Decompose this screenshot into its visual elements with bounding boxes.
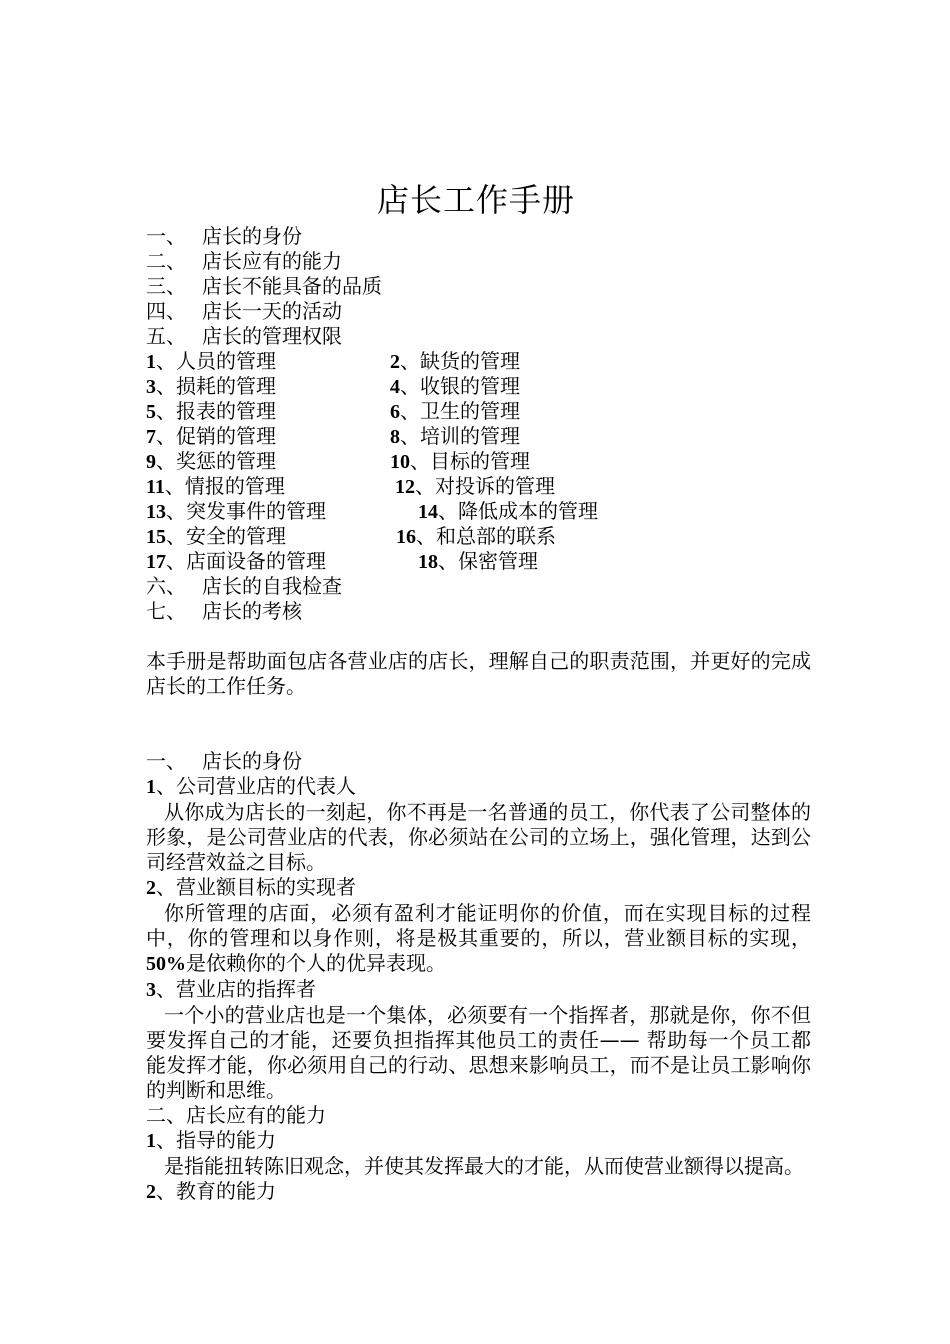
toc-subsection-row xyxy=(146,424,826,449)
toc-subsection-item xyxy=(390,349,520,375)
toc-section-line xyxy=(146,324,826,349)
toc-subsection-item xyxy=(390,374,520,400)
item-number: 1 xyxy=(146,776,156,798)
body-text: 你所管理的店面，必须有盈利才能证明你的价值，而在实现目标的过程中，你的管理和以身作则，将是极其重要的，所以，营业额目标的实现， xyxy=(146,901,811,950)
toc-subsection-label: 、促销的管理 xyxy=(156,424,276,448)
toc-section-label: 店长的自我检查 xyxy=(202,574,342,598)
toc-sections-top xyxy=(146,224,826,349)
toc-subsection-number: 10 xyxy=(390,451,410,473)
item-title: 、指导的能力 xyxy=(156,1128,276,1152)
toc-subsection-label: 、和总部的联系 xyxy=(416,524,556,548)
section2-item2-heading xyxy=(146,1179,826,1205)
toc-subsection-item xyxy=(146,374,276,400)
toc-section-label: 店长的管理权限 xyxy=(202,324,342,348)
toc-subsection-label: 、对投诉的管理 xyxy=(415,474,555,498)
toc-subsection-label: 、保密管理 xyxy=(438,549,538,573)
toc-subsection-number: 5 xyxy=(146,401,156,423)
toc-subsection-item xyxy=(146,349,276,375)
item-number: 2 xyxy=(146,877,156,899)
toc-section-line xyxy=(146,599,826,624)
section2-item1-body: 是指能扭转陈旧观念，并使其发挥最大的才能，从而使营业额得以提高。 xyxy=(164,1154,804,1178)
toc-subsection-item xyxy=(146,399,276,425)
toc-subsection-row xyxy=(146,399,826,424)
toc-subsection-label: 、降低成本的管理 xyxy=(438,499,598,523)
toc-subsection-row xyxy=(146,549,826,574)
toc-sections-bottom xyxy=(146,574,826,624)
toc-subsection-item xyxy=(395,474,555,500)
toc-subsection-item xyxy=(418,499,598,525)
toc-subsection-item xyxy=(146,449,276,475)
toc-subsection-item xyxy=(146,474,285,500)
spacer xyxy=(146,699,826,749)
toc-subsections xyxy=(146,349,826,574)
percentage-value: 50% xyxy=(146,953,186,975)
toc-subsection-item xyxy=(418,549,538,575)
toc-subsection-number: 7 xyxy=(146,426,156,448)
toc-subsection-item xyxy=(390,399,520,425)
toc-subsection-label: 、收银的管理 xyxy=(400,374,520,398)
section1-item1-body: 从你成为店长的一刻起，你不再是一名普通的员工，你代表了公司整体的形象，是公司营业店的代表，你必须站在公司的立场上，强化管理，达到公司经营效益之目标。 xyxy=(146,800,811,874)
toc-section-label: 店长的身份 xyxy=(202,224,302,248)
toc-subsection-item xyxy=(146,424,276,450)
toc-subsection-label: 、目标的管理 xyxy=(410,449,530,473)
item-number: 2 xyxy=(146,1181,156,1203)
toc-section-number: 六、 xyxy=(146,574,186,598)
intro-paragraph: 本手册是帮助面包店各营业店的店长，理解自己的职责范围，并更好的完成店长的工作任务。 xyxy=(146,649,811,698)
toc-subsection-item xyxy=(146,549,326,575)
toc-subsection-number: 13 xyxy=(146,501,166,523)
section1-item3-body: 一个小的营业店也是一个集体，必须要有一个指挥者，那就是你，你不但要发挥自己的才能，还要负担指挥其他员工的责任—— 帮助每一个员工都能发挥才能，你必须用自己的行动、思想来影响员工，而不是让员工影响你的判断和思维。 xyxy=(146,1003,811,1102)
item-number: 3 xyxy=(146,979,156,1001)
toc-subsection-label: 、培训的管理 xyxy=(400,424,520,448)
toc-subsection-number: 18 xyxy=(418,551,438,573)
toc-subsection-row xyxy=(146,474,826,499)
toc-subsection-number: 6 xyxy=(390,401,400,423)
toc-subsection-number: 17 xyxy=(146,551,166,573)
toc-section-line xyxy=(146,274,826,299)
toc-subsection-label: 、缺货的管理 xyxy=(400,349,520,373)
toc-section-line xyxy=(146,224,826,249)
toc-subsection-number: 14 xyxy=(418,501,438,523)
item-title: 、教育的能力 xyxy=(156,1179,276,1203)
item-title: 、公司营业店的代表人 xyxy=(156,774,356,798)
item-number: 1 xyxy=(146,1130,156,1152)
toc-subsection-number: 12 xyxy=(395,476,415,498)
section1-item3-heading xyxy=(146,977,826,1003)
toc-section-label: 店长应有的能力 xyxy=(202,249,342,273)
section2-heading: 二、店长应有的能力 xyxy=(146,1103,326,1127)
toc-subsection-item xyxy=(396,524,556,550)
section1-heading xyxy=(146,749,826,774)
toc-section-number: 二、 xyxy=(146,249,186,273)
toc-subsection-label: 、店面设备的管理 xyxy=(166,549,326,573)
toc-subsection-label: 、报表的管理 xyxy=(156,399,276,423)
toc-section-label: 店长一天的活动 xyxy=(202,299,342,323)
toc-subsection-number: 16 xyxy=(396,526,416,548)
spacer xyxy=(146,624,826,649)
toc-subsection-row xyxy=(146,499,826,524)
toc-section-number: 五、 xyxy=(146,324,186,348)
toc-section-number: 七、 xyxy=(146,599,186,623)
toc-subsection-row xyxy=(146,374,826,399)
toc-subsection-number: 11 xyxy=(146,476,165,498)
document-page xyxy=(146,178,826,1205)
toc-subsection-item xyxy=(390,424,520,450)
section1-item1-heading xyxy=(146,774,826,800)
toc-subsection-item xyxy=(146,499,326,525)
toc-subsection-number: 2 xyxy=(390,351,400,373)
toc-subsection-number: 9 xyxy=(146,451,156,473)
toc-subsection-number: 4 xyxy=(390,376,400,398)
toc-subsection-item xyxy=(146,524,286,550)
toc-subsection-number: 1 xyxy=(146,351,156,373)
toc-subsection-number: 8 xyxy=(390,426,400,448)
toc-subsection-row xyxy=(146,524,826,549)
toc-subsection-label: 、损耗的管理 xyxy=(156,374,276,398)
toc-subsection-row xyxy=(146,349,826,374)
toc-subsection-label: 、安全的管理 xyxy=(166,524,286,548)
toc-section-line xyxy=(146,249,826,274)
section1-item2-body xyxy=(146,901,811,977)
toc-section-number: 一、 xyxy=(146,224,186,248)
document-title: 店长工作手册 xyxy=(376,181,575,219)
item-title: 、营业店的指挥者 xyxy=(156,977,316,1001)
toc-section-number: 四、 xyxy=(146,299,186,323)
body-text: 是依赖你的个人的优异表现。 xyxy=(186,951,446,975)
toc-section-number: 三、 xyxy=(146,274,186,298)
toc-subsection-label: 、卫生的管理 xyxy=(400,399,520,423)
toc-subsection-label: 、突发事件的管理 xyxy=(166,499,326,523)
toc-subsection-label: 、奖惩的管理 xyxy=(156,449,276,473)
toc-subsection-number: 3 xyxy=(146,376,156,398)
toc-section-line xyxy=(146,299,826,324)
section1-number: 一、 xyxy=(146,749,186,773)
toc-subsection-item xyxy=(390,449,530,475)
section1-title: 店长的身份 xyxy=(202,749,302,773)
item-title: 、营业额目标的实现者 xyxy=(156,875,356,899)
toc-subsection-label: 、情报的管理 xyxy=(164,474,285,498)
toc-section-line xyxy=(146,574,826,599)
toc-section-label: 店长的考核 xyxy=(202,599,302,623)
toc-subsection-label: 、人员的管理 xyxy=(156,349,276,373)
toc-subsection-number: 15 xyxy=(146,526,166,548)
section1-item2-heading xyxy=(146,875,826,901)
section2-item1-heading xyxy=(146,1128,826,1154)
toc-subsection-row xyxy=(146,449,826,474)
toc-section-label: 店长不能具备的品质 xyxy=(202,274,382,298)
